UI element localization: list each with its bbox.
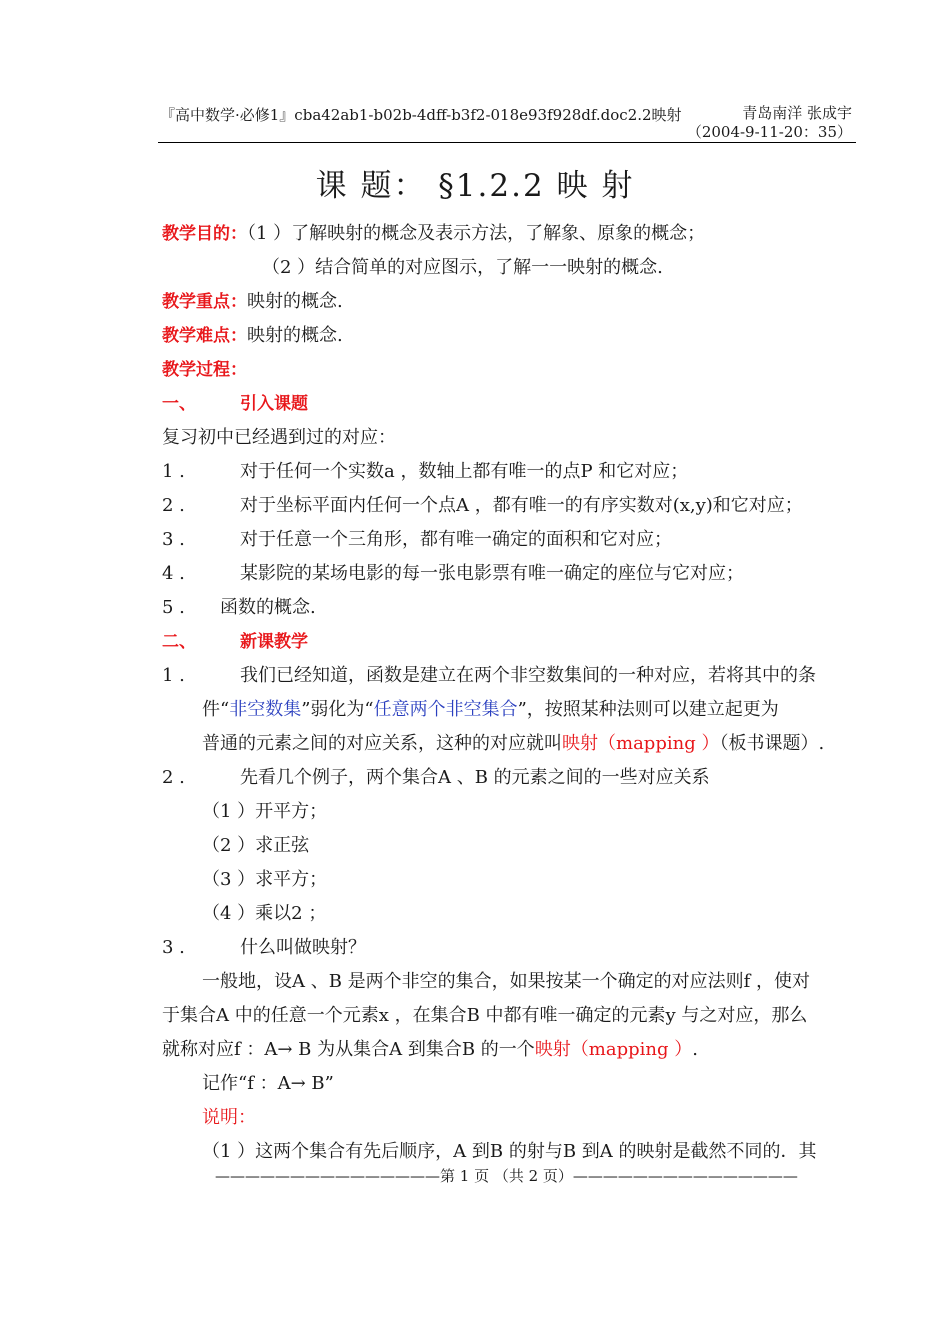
term-mapping-2: 映射（mapping ） xyxy=(534,1039,693,1060)
page-footer: ———————————————第 1 页 （共 2 页）——————————————— xyxy=(215,1167,798,1185)
term-nonempty-number-set: 非空数集 xyxy=(229,699,302,720)
objective-item-1: （1 ）了解映射的概念及表示方法，了解象、原象的概念； xyxy=(247,223,706,244)
key-point-label: 教学重点： xyxy=(162,292,247,312)
header-rule xyxy=(158,142,856,143)
section-2-number: 二、 xyxy=(162,632,196,652)
para-2: 2 . 先看几个例子，两个集合A 、B 的元素之间的一些对应关系 xyxy=(162,767,710,788)
definition-line-3: 就称对应f ：A→ B 为从集合A 到集合B 的一个映射（mapping ）. xyxy=(162,1039,698,1060)
term-any-two-sets: 任意两个非空集合 xyxy=(373,699,518,720)
key-point-line xyxy=(162,290,343,314)
section-2-heading xyxy=(162,630,308,654)
term-mapping: 映射（mapping ） xyxy=(562,733,720,754)
page-title: 课 题： §1.2.2 映 射 xyxy=(315,168,635,204)
key-point-text: 映射的概念. xyxy=(247,291,343,312)
header-timestamp: （2004-9-11-20：35） xyxy=(686,123,852,141)
example-item: （2 ）求正弦 xyxy=(202,835,310,856)
notation-line: 记作“f ：A→ B” xyxy=(202,1073,334,1094)
objectives-label: 教学目的： xyxy=(162,224,247,244)
section-2-title: 新课教学 xyxy=(240,632,308,652)
objective-item-2: （2 ）结合简单的对应图示，了解一一映射的概念. xyxy=(262,257,663,278)
difficulty-label: 教学难点： xyxy=(162,326,247,346)
section-1-title: 引入课题 xyxy=(240,394,308,414)
section-1-number: 一、 xyxy=(162,394,196,414)
difficulty-line xyxy=(162,324,343,348)
difficulty-text: 映射的概念. xyxy=(247,325,343,346)
header-author-block xyxy=(687,104,852,142)
definition-line-2: 于集合A 中的任意一个元素x ，在集合B 中都有唯一确定的元素y 与之对应，那么 xyxy=(162,1005,808,1026)
review-item: 3 . 对于任意一个三角形，都有唯一确定的面积和它对应； xyxy=(162,529,672,550)
header-file-title: 『高中数学·必修1』cba42ab1-b02b-4dff-b3f2-018e93f928df.doc2.2映射 xyxy=(160,106,682,124)
review-item: 2 . 对于坐标平面内任何一个点A ，都有唯一的有序实数对(x,y)和它对应； xyxy=(162,495,803,516)
review-intro: 复习初中已经遇到过的对应： xyxy=(162,427,396,448)
review-item: 1 . 对于任何一个实数a ，数轴上都有唯一的点P 和它对应； xyxy=(162,461,689,482)
process-label: 教学过程： xyxy=(162,360,247,380)
note-item-1: （1 ）这两个集合有先后顺序，A 到B 的射与B 到A 的映射是截然不同的．其 xyxy=(202,1141,817,1162)
para-1-line-2: 件“非空数集”弱化为“任意两个非空集合”，按照某种法则可以建立起更为 xyxy=(202,699,779,720)
example-item: （4 ）乘以2 ； xyxy=(202,903,327,924)
definition-line-1: 一般地，设A 、B 是两个非空的集合，如果按某一个确定的对应法则f ，使对 xyxy=(202,971,811,992)
notes-label: 说明： xyxy=(202,1107,256,1128)
para-3: 3 . 什么叫做映射？ xyxy=(162,937,366,958)
example-item: （1 ）开平方； xyxy=(202,801,328,822)
review-item: 5 . 函数的概念. xyxy=(162,597,316,618)
para-1-line-1: 1 . 我们已经知道，函数是建立在两个非空数集间的一种对应，若将其中的条 xyxy=(162,665,816,686)
objectives-line-1 xyxy=(162,222,705,246)
review-item: 4 . 某影院的某场电影的每一张电影票有唯一确定的座位与它对应； xyxy=(162,563,744,584)
example-item: （3 ）求平方； xyxy=(202,869,328,890)
para-1-line-3: 普通的元素之间的对应关系，这种的对应就叫映射（mapping ）（板书课题）. xyxy=(202,733,825,754)
header-author: 青岛南洋 张成宇 xyxy=(742,104,852,122)
section-1-heading xyxy=(162,392,308,416)
